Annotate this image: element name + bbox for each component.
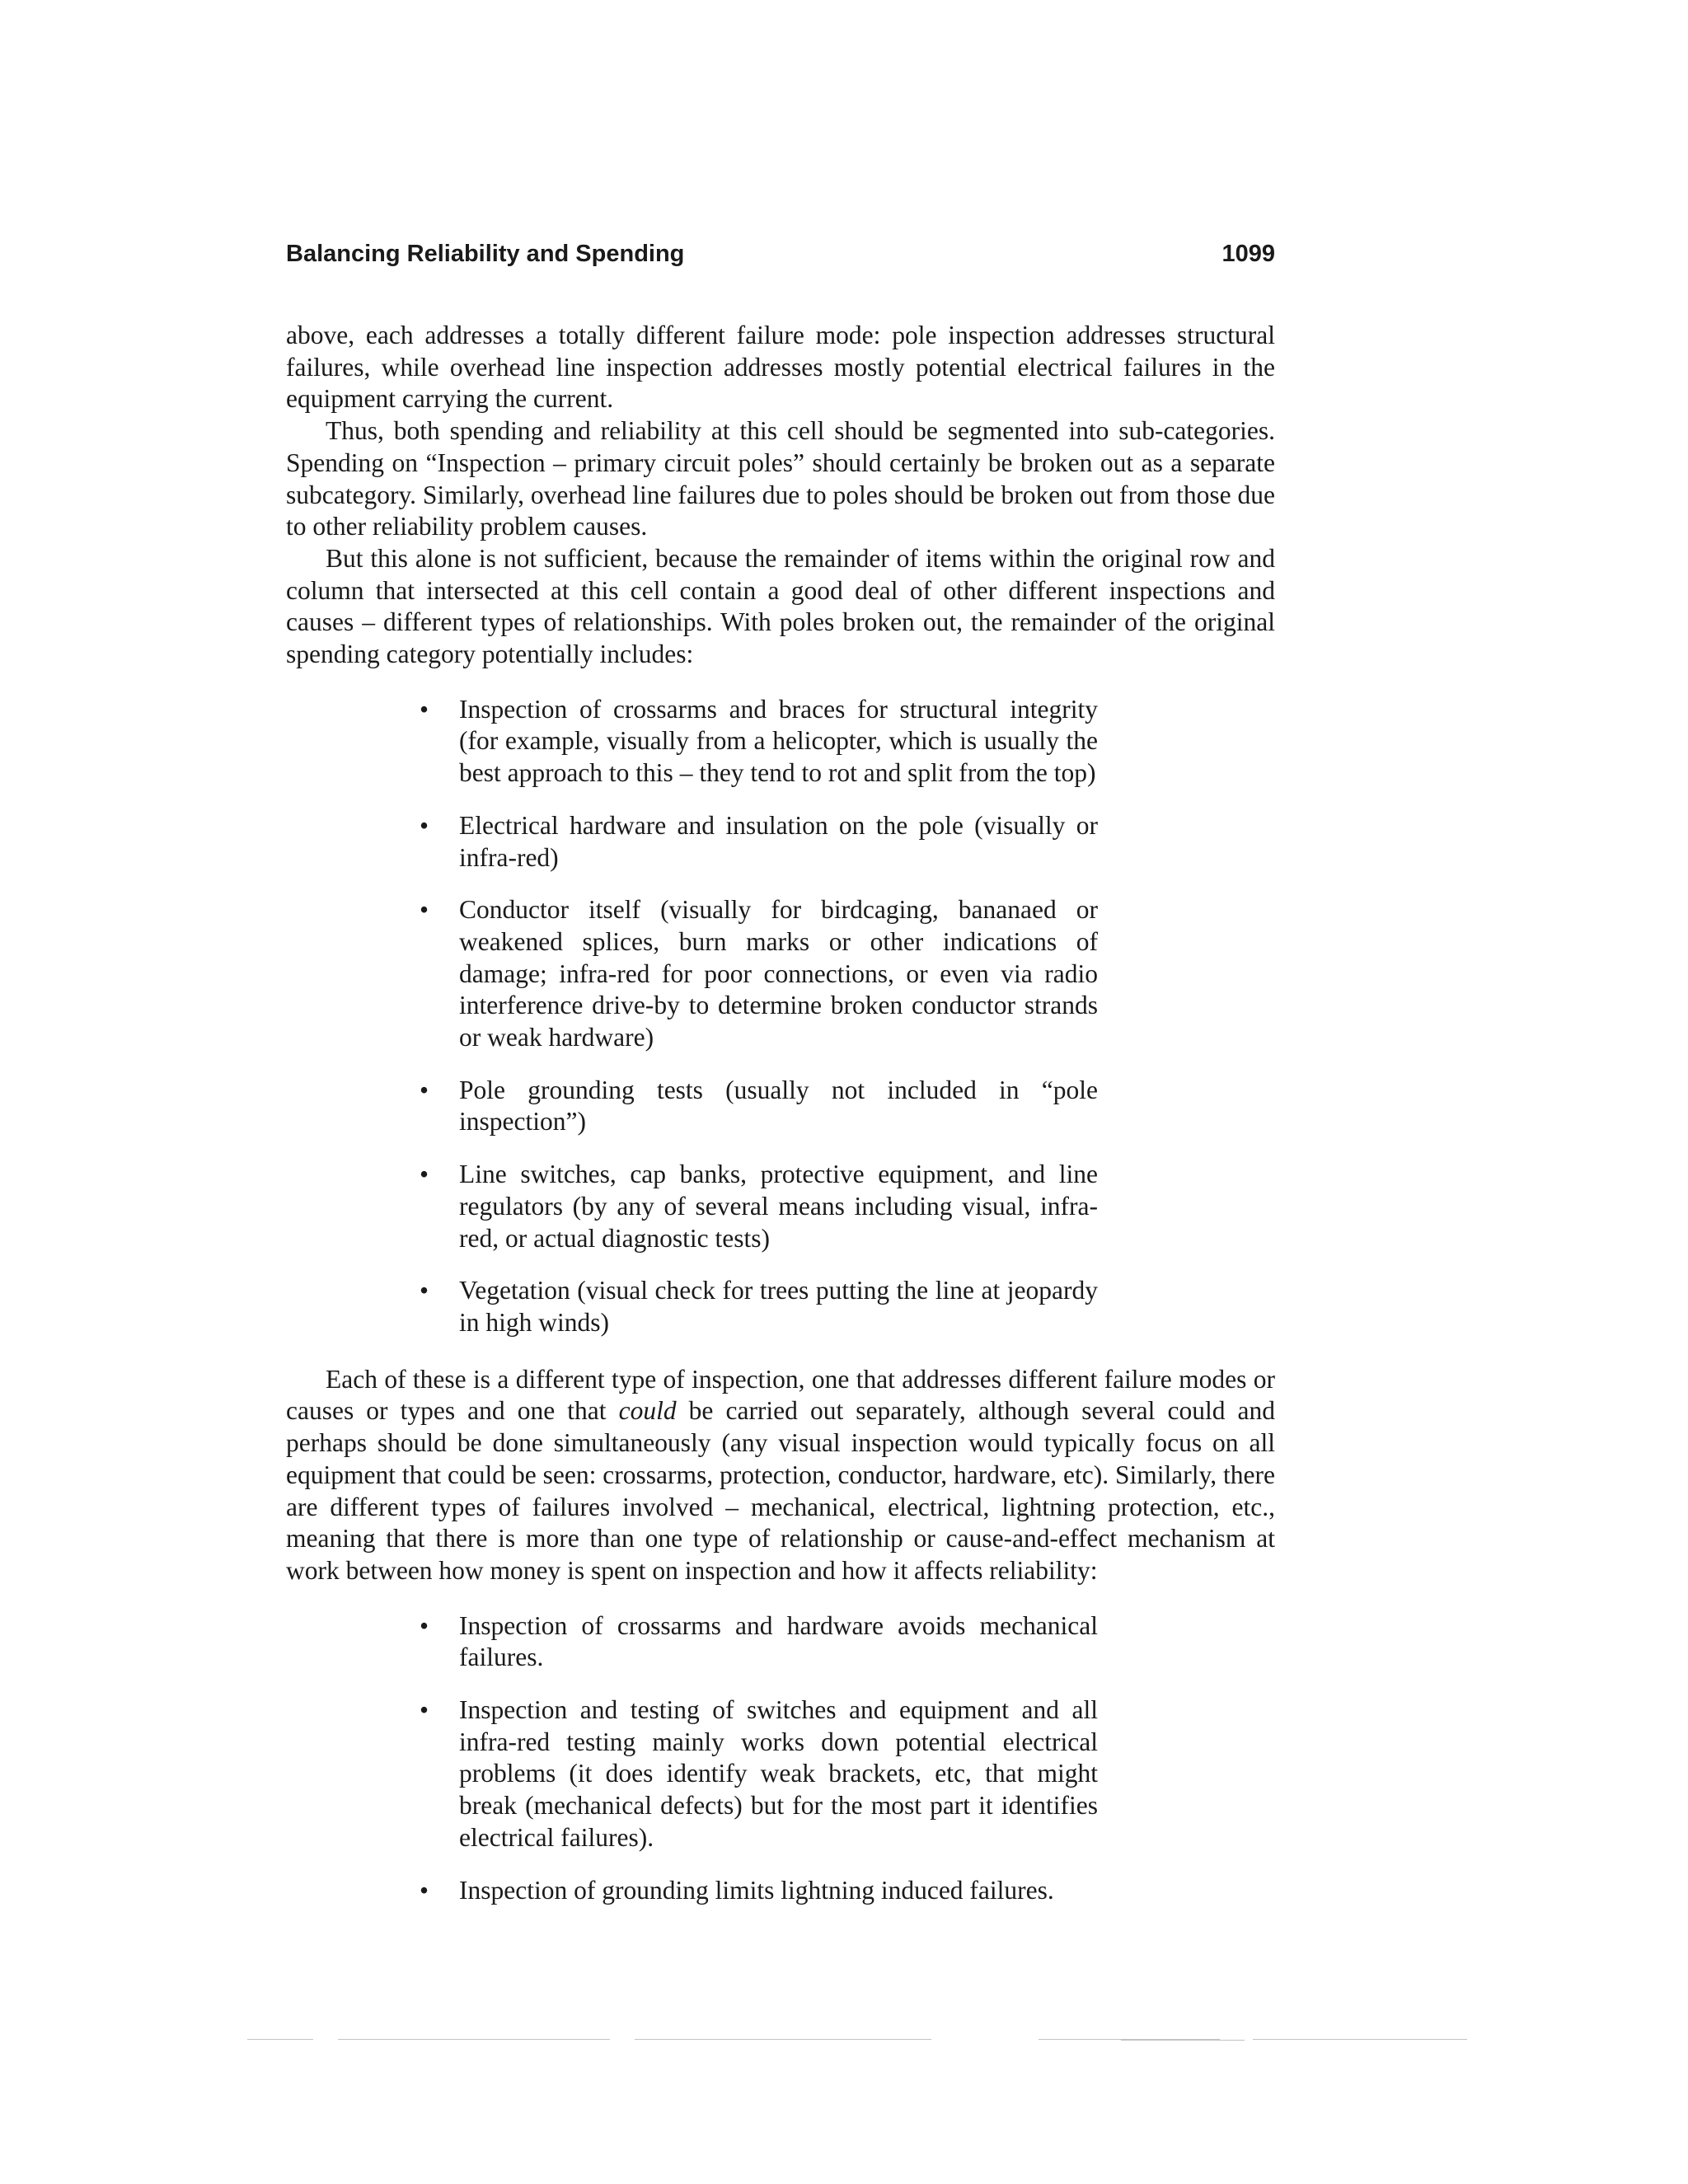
paragraph-continuation: above, each addresses a totally different failure mode: pole inspection addresses structural failures, while overhead line inspection addresses mostly potential electrical failures in the equipment carrying the current. xyxy=(286,321,1275,414)
bullet-icon: • xyxy=(420,1610,429,1640)
list-item xyxy=(418,1075,1098,1138)
list-item xyxy=(418,1159,1098,1254)
inspection-types-list xyxy=(286,694,1098,1339)
paragraph-text: be carried out separately, although several could and perhaps should be done simultaneously (any visual inspection would typically focus on all equipment that could be seen: crossarms, protection, conductor, hardware, etc). Similarly, there are different types of failures involved – mechanical, electrical, lightning protection, etc., meaning that there is more than one type of relationship or cause-and-effect mechanism at work between how money is spent on inspection and how it affects reliability: xyxy=(286,1396,1276,1585)
list-item-text: Inspection of crossarms and braces for structural integrity (for example, visually from a helicopter, which is usually the best approach to this – they tend to rot and split from the top) xyxy=(459,694,1098,788)
list-item xyxy=(418,1275,1098,1338)
failure-mechanisms-list xyxy=(286,1610,1098,1907)
bullet-icon: • xyxy=(420,1075,429,1104)
bullet-icon: • xyxy=(420,694,429,724)
paragraph-text: Each of these is a different type of inspection, one that addresses different failure modes or causes or types and one that xyxy=(286,1364,1275,1426)
list-item xyxy=(418,1875,1098,1907)
list-item xyxy=(418,694,1098,790)
list-item-text: Inspection of grounding limits lightning induced failures. xyxy=(459,1875,1054,1905)
paragraph-remainder: But this alone is not sufficient, because the remainder of items within the original row and column that intersected at this cell contain a good deal of other different inspections and causes – different types of relationships. With poles broken out, the remainder of the original spending category potentially includes: xyxy=(286,543,1275,669)
bullet-icon: • xyxy=(420,1276,429,1305)
list-item-text: Line switches, cap banks, protective equipment, and line regulators (by any of several means including visual, infra-red, or actual diagnostic tests) xyxy=(459,1160,1098,1253)
paragraph-segmentation: Thus, both spending and reliability at this cell should be segmented into sub-categories. Spending on “Inspection – primary circuit poles” should certainly be broken out as a separate subcategory. Similarly, overhead line failures due to poles should be broken out from those due to other reliability problem causes. xyxy=(286,416,1275,541)
bullet-icon: • xyxy=(420,1160,429,1189)
list-item xyxy=(418,1610,1098,1674)
emphasis-could: could xyxy=(618,1396,677,1426)
paragraph-failure-types xyxy=(286,1364,1275,1587)
list-item xyxy=(418,1694,1098,1854)
list-item-text: Vegetation (visual check for trees putting the line at jeopardy in high winds) xyxy=(459,1276,1098,1337)
list-item xyxy=(418,810,1098,874)
page-number: 1099 xyxy=(1221,241,1275,267)
running-head xyxy=(286,237,1275,274)
bullet-icon: • xyxy=(420,1875,429,1905)
list-item xyxy=(418,894,1098,1054)
bullet-icon: • xyxy=(420,1695,429,1725)
list-item-text: Pole grounding tests (usually not included in “pole inspection”) xyxy=(459,1075,1098,1137)
bullet-icon: • xyxy=(420,895,429,925)
list-item-text: Inspection of crossarms and hardware avoids mechanical failures. xyxy=(459,1610,1098,1672)
list-item-text: Inspection and testing of switches and equipment and all infra-red testing mainly works down potential electrical problems (it does identify weak brackets, etc, that might break (mechanical defects) but for the most part it identifies electrical failures). xyxy=(459,1695,1098,1852)
body-text xyxy=(286,320,1275,1931)
list-item-text: Electrical hardware and insulation on the pole (visually or infra-red) xyxy=(459,810,1098,872)
running-head-title: Balancing Reliability and Spending xyxy=(286,241,685,267)
bullet-icon: • xyxy=(420,810,429,840)
scan-artifact-lines xyxy=(247,2037,1467,2042)
list-item-text: Conductor itself (visually for birdcaging, bananaed or weakened splices, burn marks or other indications of damage; infra-red for poor connections, or even via radio interference drive-by to determine broken conductor strands or weak hardware) xyxy=(459,895,1098,1052)
